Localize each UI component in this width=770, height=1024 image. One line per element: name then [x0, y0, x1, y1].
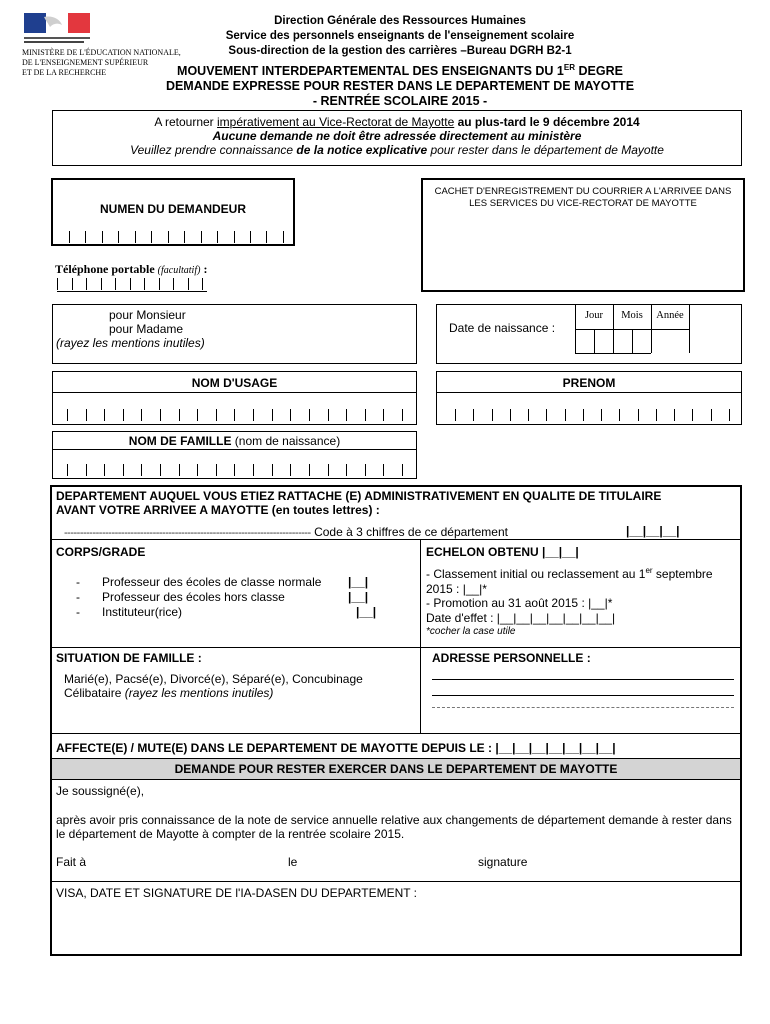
demande-body: après avoir pris connaissance de la note de service annuelle relative aux changements de département demande à rester dans le département de Mayotte à compter de la rentrée scolaire 2015. — [56, 813, 732, 841]
notice-instructions: Veuillez prendre connaissance de la notice explicative pour rester dans le département de Mayotte — [130, 143, 664, 157]
birth-label: Date de naissance : — [449, 321, 556, 335]
corps-option[interactable]: - Instituteur(rice) |__| — [76, 605, 377, 619]
prenom-box[interactable] — [436, 371, 742, 425]
signature-label[interactable]: signature — [478, 855, 528, 869]
birth-box — [436, 304, 742, 364]
corps-title: CORPS/GRADE — [56, 545, 146, 559]
prenom-label: PRENOM — [562, 376, 616, 390]
civility-box — [52, 304, 417, 364]
nom-famille-label: NOM DE FAMILLE (nom de naissance) — [128, 434, 341, 448]
department-heading: DEPARTEMENT AUQUEL VOUS ETIEZ RATTACHE (E) ADMINISTRATIVEMENT EN QUALITE DE TITULAIRE AVANT VOTRE ARRIVEE A MAYOTTE (en toutes lettres) : — [56, 489, 662, 517]
org-header: Direction Générale des Ressources Humaines Service des personnels enseignants de l'enseignement scolaire Sous-direction de la gestion des carrières –Bureau DGRH B2-1 — [225, 15, 575, 57]
notice-deadline: A retourner impérativement au Vice-Rectorat de Mayotte au plus-tard le 9 décembre 2014 — [154, 115, 640, 129]
prenom-cells[interactable] — [455, 409, 730, 421]
adresse-title: ADRESSE PERSONNELLE : — [432, 651, 591, 665]
nom-usage-label: NOM D'USAGE — [191, 376, 278, 390]
numen-box[interactable] — [51, 178, 295, 246]
demande-band: DEMANDE POUR RESTER EXERCER DANS LE DEPARTEMENT DE MAYOTTE — [52, 759, 740, 779]
cachet-label: CACHET D'ENREGISTREMENT DU COURRIER A L'ARRIVEE DANS LES SERVICES DU VICE-RECTORAT DE MAYOTTE — [434, 186, 732, 209]
corps-option[interactable]: - Professeur des écoles hors classe |__| — [76, 590, 369, 604]
department-code-line[interactable]: ------------------------------------------------------------------------------ Code à 3 chiffres de ce département — [64, 525, 508, 539]
civility-note: (rayez les mentions inutiles) — [56, 336, 205, 350]
birth-annee-label: Année — [656, 310, 684, 321]
logo-caption — [24, 38, 94, 46]
phone-label: Téléphone portable (facultatif) : — [55, 262, 208, 276]
numen-digit-cells[interactable] — [69, 231, 284, 243]
echelon-date-effet[interactable]: Date d'effet : |__|__|__|__|__|__|__| — [426, 610, 616, 625]
echelon-details — [426, 564, 738, 640]
birth-date-cells[interactable] — [575, 329, 651, 353]
situation-options[interactable]: Marié(e), Pacsé(e), Divorcé(e), Séparé(e), Concubinage Célibataire (rayez les mentions inutiles) — [64, 672, 363, 700]
le-label[interactable]: le — [288, 855, 298, 869]
visa-signature-area[interactable] — [52, 903, 740, 953]
nom-famille-cells[interactable] — [67, 464, 403, 476]
numen-label: NUMEN DU DEMANDEUR — [100, 202, 246, 216]
notice-box — [52, 110, 742, 166]
nom-usage-box[interactable] — [52, 371, 417, 425]
notice-warning: Aucune demande ne doit être adressée directement au ministère — [212, 129, 582, 143]
department-code-box[interactable]: |__|__|__| — [626, 524, 680, 538]
corps-option[interactable]: - Professeur des écoles de classe normale |__| — [76, 575, 369, 589]
adresse-lines[interactable] — [432, 667, 734, 717]
nom-usage-cells[interactable] — [67, 409, 403, 421]
phone-digit-cells[interactable] — [57, 275, 207, 292]
situation-title: SITUATION DE FAMILLE : — [56, 651, 202, 665]
nom-famille-box[interactable] — [52, 431, 417, 479]
demande-soussigne: Je soussigné(e), — [56, 784, 145, 798]
ministry-name: MINISTÈRE DE L'ÉDUCATION NATIONALE, DE L'ENSEIGNEMENT SUPÉRIEUR ET DE LA RECHERCHE — [22, 48, 181, 77]
civility-monsieur[interactable]: pour Monsieur — [109, 308, 186, 322]
main-form — [50, 485, 742, 956]
echelon-classement-box[interactable]: 2015 : |__|* — [426, 581, 487, 596]
affecte-date-box[interactable]: |__|__|__|__|__|__|__| — [495, 741, 616, 755]
fait-a-label[interactable]: Fait à — [56, 855, 87, 869]
civility-madame[interactable]: pour Madame — [109, 322, 184, 336]
affecte-label: AFFECTE(E) / MUTE(E) DANS LE DEPARTEMENT DE MAYOTTE DEPUIS LE : |__|__|__|__|__|__|__| — [56, 741, 616, 755]
echelon-note: *cocher la case utile — [426, 626, 516, 637]
birth-mois-label: Mois — [621, 310, 643, 321]
echelon-classement[interactable]: - Classement initial ou reclassement au 1er septembre — [426, 566, 713, 581]
page-title: MOUVEMENT INTERDEPARTEMENTAL DES ENSEIGNANTS DU 1ER DEGRE DEMANDE EXPRESSE POUR RESTER DANS LE DEPARTEMENT DE MAYOTTE - RENTRÉE SCOLAIRE 2015 - — [165, 63, 635, 109]
echelon-promotion[interactable]: - Promotion au 31 août 2015 : |__|* — [426, 596, 613, 610]
echelon-title[interactable]: ECHELON OBTENU |__|__| — [426, 545, 579, 559]
birth-jour-label: Jour — [584, 310, 604, 321]
visa-label: VISA, DATE ET SIGNATURE DE l'IA-DASEN DU DEPARTEMENT : — [56, 886, 418, 900]
cachet-box — [421, 178, 745, 292]
corps-options — [76, 575, 396, 620]
